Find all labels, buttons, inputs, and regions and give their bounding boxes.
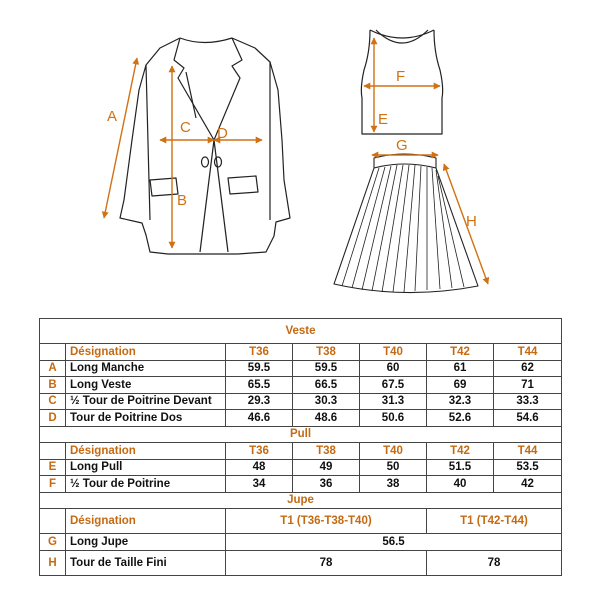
cell-value: 29.3 <box>226 393 293 410</box>
row-label: Tour de Taille Fini <box>66 550 226 575</box>
header-t44: T44 <box>494 344 562 361</box>
veste-header-row <box>40 344 562 361</box>
row-key: H <box>40 550 66 575</box>
header-t40: T40 <box>360 344 427 361</box>
table-row <box>40 393 562 410</box>
row-label: Long Jupe <box>66 534 226 551</box>
row-key: F <box>40 476 66 493</box>
cell-value: 66.5 <box>293 377 360 394</box>
cell-value: 31.3 <box>360 393 427 410</box>
header-t36: T36 <box>226 443 293 460</box>
pull-title: Pull <box>40 426 562 443</box>
label-c: C <box>180 119 191 136</box>
empty-cell <box>40 509 66 534</box>
cell-value: 67.5 <box>360 377 427 394</box>
header-designation: Désignation <box>66 509 226 534</box>
cell-value: 36 <box>293 476 360 493</box>
cell-value: 59.5 <box>293 360 360 377</box>
header-t1-small: T1 (T36-T38-T40) <box>226 509 427 534</box>
header-t40: T40 <box>360 443 427 460</box>
cell-value: 33.3 <box>494 393 562 410</box>
cell-value: 46.6 <box>226 410 293 427</box>
cell-value: 49 <box>293 459 360 476</box>
cell-value: 50.6 <box>360 410 427 427</box>
label-a: A <box>107 108 118 125</box>
table-row <box>40 476 562 493</box>
label-h: H <box>466 213 477 230</box>
jupe-title: Jupe <box>40 492 562 509</box>
label-f: F <box>396 68 406 85</box>
header-t44: T44 <box>494 443 562 460</box>
cell-value: 78 <box>226 550 427 575</box>
row-label: Long Veste <box>66 377 226 394</box>
empty-cell <box>40 344 66 361</box>
cell-value: 32.3 <box>427 393 494 410</box>
pull-title-row <box>40 426 562 443</box>
header-t36: T36 <box>226 344 293 361</box>
jupe-title-row <box>40 492 562 509</box>
row-label: ½ Tour de Poitrine <box>66 476 226 493</box>
cell-value: 34 <box>226 476 293 493</box>
cell-value: 61 <box>427 360 494 377</box>
cell-value: 51.5 <box>427 459 494 476</box>
row-key: B <box>40 377 66 394</box>
cell-value: 56.5 <box>226 534 562 551</box>
pull-header-row <box>40 443 562 460</box>
label-b: B <box>177 192 188 209</box>
cell-value: 48.6 <box>293 410 360 427</box>
header-t42: T42 <box>427 443 494 460</box>
header-designation: Désignation <box>66 344 226 361</box>
cell-value: 54.6 <box>494 410 562 427</box>
veste-title-row <box>40 319 562 344</box>
row-label: Long Pull <box>66 459 226 476</box>
table-row <box>40 377 562 394</box>
row-key: D <box>40 410 66 427</box>
header-designation: Désignation <box>66 443 226 460</box>
row-key: C <box>40 393 66 410</box>
size-table <box>39 318 562 576</box>
jupe-header-row <box>40 509 562 534</box>
row-label: Long Manche <box>66 360 226 377</box>
table-row <box>40 410 562 427</box>
cell-value: 53.5 <box>494 459 562 476</box>
row-label: ½ Tour de Poitrine Devant <box>66 393 226 410</box>
label-e: E <box>378 111 389 128</box>
cell-value: 30.3 <box>293 393 360 410</box>
label-g: G <box>396 137 408 154</box>
table-row <box>40 459 562 476</box>
header-t1-large: T1 (T42-T44) <box>427 509 562 534</box>
table-row <box>40 360 562 377</box>
table-row <box>40 550 562 575</box>
cell-value: 50 <box>360 459 427 476</box>
skirt-drawing <box>334 154 478 293</box>
cell-value: 78 <box>427 550 562 575</box>
cell-value: 60 <box>360 360 427 377</box>
row-label: Tour de Poitrine Dos <box>66 410 226 427</box>
cell-value: 40 <box>427 476 494 493</box>
cell-value: 48 <box>226 459 293 476</box>
cell-value: 62 <box>494 360 562 377</box>
header-t38: T38 <box>293 344 360 361</box>
cell-value: 38 <box>360 476 427 493</box>
measure-lines <box>104 38 488 284</box>
veste-title: Veste <box>40 319 562 344</box>
label-d: D <box>217 125 228 142</box>
cell-value: 59.5 <box>226 360 293 377</box>
cell-value: 65.5 <box>226 377 293 394</box>
empty-cell <box>40 443 66 460</box>
cell-value: 71 <box>494 377 562 394</box>
cell-value: 52.6 <box>427 410 494 427</box>
cell-value: 42 <box>494 476 562 493</box>
row-key: E <box>40 459 66 476</box>
cell-value: 69 <box>427 377 494 394</box>
row-key: A <box>40 360 66 377</box>
header-t38: T38 <box>293 443 360 460</box>
row-key: G <box>40 534 66 551</box>
jacket-drawing <box>120 38 290 254</box>
header-t42: T42 <box>427 344 494 361</box>
table-row <box>40 534 562 551</box>
